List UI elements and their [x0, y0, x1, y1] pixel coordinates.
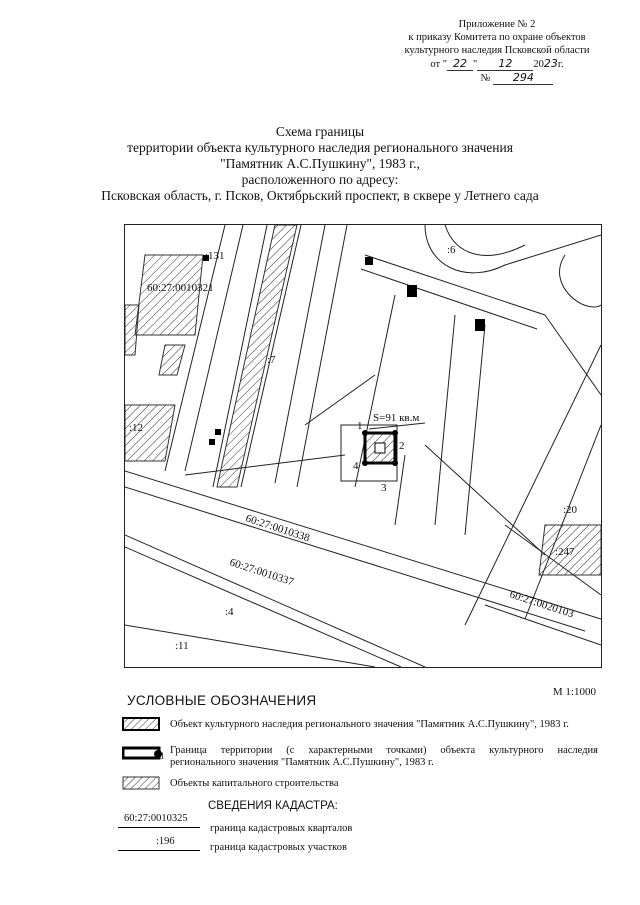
cadastre-block-text: граница кадастровых кварталов — [210, 823, 353, 834]
block-label: 60:27:0010337 — [228, 556, 296, 589]
cadastre-parcel-example: :196 — [156, 836, 175, 847]
building-hatched — [159, 345, 185, 375]
committee-line: культурного наследия Псковской области — [404, 45, 590, 56]
order-number: № 294 — [392, 71, 602, 85]
legend-item-boundary-1: Граница территории (с характерными точками) объекта культурного наследия — [170, 745, 598, 756]
legend-item-buildings: Объекты капитального строительства — [170, 778, 339, 789]
point-label: 2 — [399, 440, 405, 452]
cadastre-block-example: 60:27:0010325 — [124, 813, 188, 824]
parcel-label: :247 — [555, 546, 575, 558]
boundary-marker — [215, 429, 221, 435]
order-date: от " 22 " 12 2023г. — [430, 57, 564, 70]
scheme-title: Схема границы территории объекта культурного наследия регионального значения "Памятник А.С.Пушкину", 1983 г., расположенного по адресу: Псковская область, г. Псков, Октябрьский проспект, в сквере у Летнего сада — [101, 124, 539, 203]
cadastre-parcel-text: граница кадастровых участков — [210, 842, 347, 853]
monument-pedestal — [375, 443, 385, 453]
parcel-label: :6 — [447, 244, 456, 256]
legend-heading: УСЛОВНЫЕ ОБОЗНАЧЕНИЯ — [127, 693, 317, 708]
parcel-label: :20 — [563, 504, 578, 516]
map-drawing — [125, 225, 601, 667]
cadastral-map — [124, 224, 602, 668]
cadastre-heading: СВЕДЕНИЯ КАДАСТРА: — [208, 800, 338, 812]
characteristic-point — [392, 430, 398, 436]
legend-point-number: 1 — [160, 751, 165, 761]
map-scale: М 1:1000 — [552, 686, 596, 698]
block-label: 60:27:0010321 — [147, 282, 214, 294]
parcel-label: :12 — [129, 422, 144, 434]
cadastre-parcel-line — [118, 850, 200, 851]
point-label: 4 — [353, 460, 359, 472]
point-label: 1 — [357, 420, 363, 432]
point-label: 3 — [381, 482, 387, 494]
characteristic-point — [362, 460, 368, 466]
cadastre-block-line — [118, 827, 200, 828]
legend-item-heritage-object: Объект культурного наследия регионального значения "Памятник А.С.Пушкину", 1983 г. — [170, 719, 569, 730]
legend-item-boundary-2: регионального значения "Памятник А.С.Пушкину", 1983 г. — [170, 757, 434, 768]
block-label: 60:27:0020103 — [508, 588, 576, 621]
characteristic-point — [362, 430, 368, 436]
boundary-marker — [209, 439, 215, 445]
block-label: 60:27:0010338 — [244, 512, 312, 545]
parcel-label: :7 — [267, 354, 276, 366]
order-line: к приказу Комитета по охране объектов — [408, 32, 586, 43]
building-hatched — [125, 305, 139, 355]
characteristic-point — [392, 460, 398, 466]
building-hatched — [217, 225, 297, 487]
buildings-swatch — [122, 776, 160, 790]
parcel-label: :4 — [225, 606, 234, 618]
boundary-marker — [407, 285, 417, 297]
heritage-object-swatch — [122, 717, 160, 731]
building-hatched — [135, 255, 203, 335]
area-label: S=91 кв.м — [373, 412, 420, 424]
appendix-label: Приложение № 2 — [458, 19, 536, 30]
order-header — [392, 18, 602, 85]
parcel-label: :11 — [175, 640, 189, 652]
boundary-marker — [365, 257, 373, 265]
boundary-marker — [475, 319, 485, 331]
parcel-label: :131 — [205, 250, 225, 262]
